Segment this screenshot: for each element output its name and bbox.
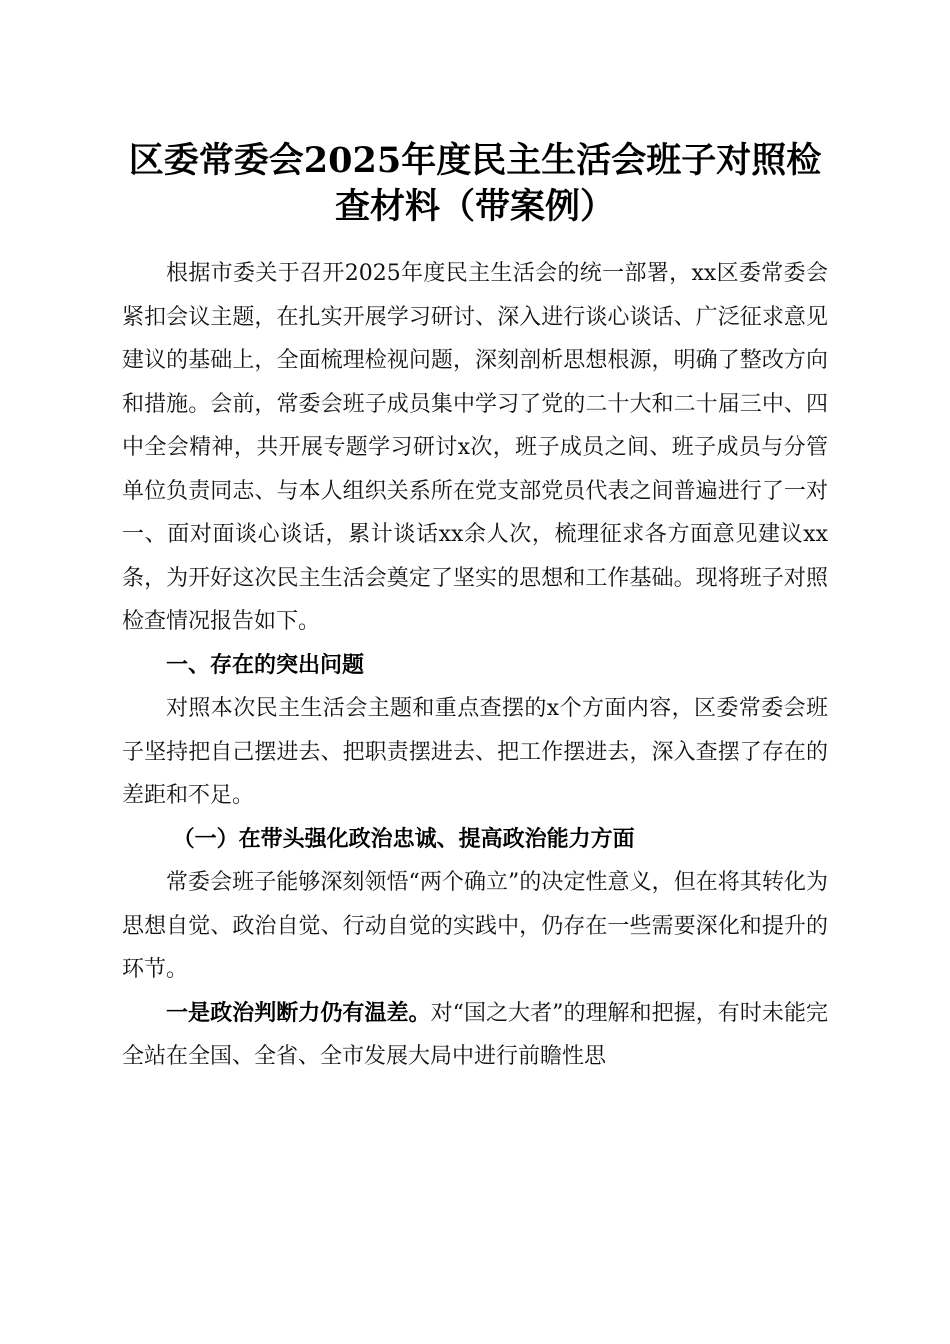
subsection-heading-political-loyalty: （一）在带头强化政治忠诚、提高政治能力方面 [172, 825, 635, 852]
section-heading-problems: 一、存在的突出问题 [166, 651, 365, 678]
document-title [100, 138, 850, 230]
subsection-paragraph: 常委会班子能够深刻领悟“两个确立”的决定性意义，但在将其转化为思想自觉、政治自觉、行动自觉的实践中，仍存在一些需要深化和提升的环节。 [122, 870, 828, 982]
point-paragraph [122, 992, 828, 1079]
intro-paragraph: 根据市委关于召开2025年度民主生活会的统一部署，xx区委常委会紧扣会议主题，在扎实开展学习研讨、深入进行谈心谈话、广泛征求意见建议的基础上，全面梳理检视问题，深刻剖析思想根源，明确了整改方向和措施。会前，常委会班子成员集中学习了党的二十大和二十届三中、四中全会精神，共开展专题学习研讨x次，班子成员之间、班子成员与分管单位负责同志、与本人组织关系所在党支部党员代表之间普遍进行了一对一、面对面谈心谈话，累计谈话xx余人次，梳理征求各方面意见建议xx条，为开好这次民主生活会奠定了坚实的思想和工作基础。现将班子对照检查情况报告如下。 [122, 261, 828, 634]
point-lead: 一是政治判断力仍有温差。 [166, 999, 431, 1026]
point-text: 对“国之大者”的理解和把握，有时未能完全站在全国、全省、全市发展大局中进行前瞻性思 [122, 1000, 828, 1069]
title-line-2: 查材料（带案例） [334, 186, 615, 227]
document-body [122, 252, 828, 1079]
title-line-1: 区委常委会2025年度民主生活会班子对照检 [128, 140, 822, 181]
section-intro-paragraph: 对照本次民主生活会主题和重点查摆的x个方面内容，区委常委会班子坚持把自己摆进去、把职责摆进去、把工作摆进去，深入查摆了存在的差距和不足。 [122, 696, 828, 808]
